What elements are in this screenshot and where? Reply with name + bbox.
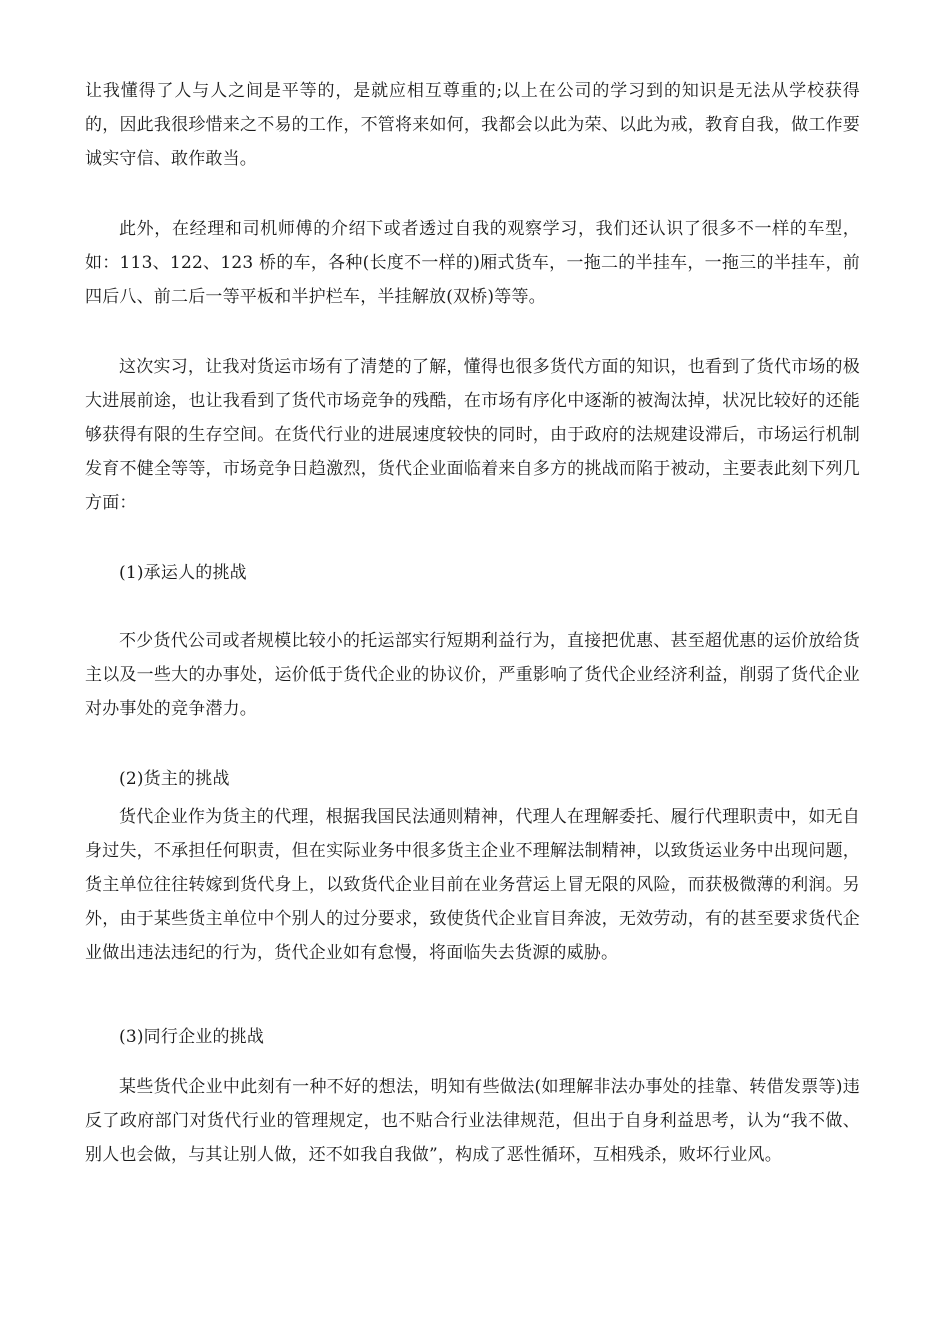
paragraph-shipper-challenge: 货代企业作为货主的代理，根据我国民法通则精神，代理人在理解委托、履行代理职责中，如无自身过失，不承担任何职责，但在实际业务中很多货主企业不理解法制精神，以致货运业务中出现问题，货主单位往往转嫁到货代身上，以致货代企业目前在业务营运上冒无限的风险，而获极微薄的利润。另外，由于某些货主单位中个别人的过分要求，致使货代企业盲目奔波，无效劳动，有的甚至要求货代企业做出违法违纪的行为，货代企业如有怠慢，将面临失去货源的威胁。 xyxy=(85,807,860,963)
paragraph-market-overview: 这次实习，让我对货运市场有了清楚的了解，懂得也很多货代方面的知识，也看到了货代市场的极大进展前途，也让我看到了货代市场竞争的残酷，在市场有序化中逐渐的被淘汰掉，状况比较好的还能够获得有限的生存空间。在货代行业的进展速度较快的同时，由于政府的法规建设滞后，市场运行机制发育不健全等等，市场竞争日趋激烈，货代企业面临着来自多方的挑战而陷于被动，主要表此刻下列几方面： xyxy=(85,357,860,513)
paragraph-peer-challenge: 某些货代企业中此刻有一种不好的想法，明知有些做法(如理解非法办事处的挂靠、转借发票等)违反了政府部门对货代行业的管理规定，也不贴合行业法律规范，但出于自身利益思考，认为“我不做、别人也会做，与其让别人做，还不如我自我做”，构成了恶性循环，互相残杀，败坏行业风。 xyxy=(85,1077,860,1165)
section-heading-peer: (3)同行企业的挑战 xyxy=(119,1027,265,1047)
paragraph-continuation: 让我懂得了人与人之间是平等的，是就应相互尊重的;以上在公司的学习到的知识是无法从学校获得的，因此我很珍惜来之不易的工作，不管将来如何，我都会以此为荣、以此为戒，教育自我，做工作要诚实守信、敢作敢当。 xyxy=(85,81,860,169)
section-heading-carrier: (1)承运人的挑战 xyxy=(119,563,247,583)
paragraph-vehicle-types: 此外，在经理和司机师傅的介绍下或者透过自我的观察学习，我们还认识了很多不一样的车型，如：113、122、123 桥的车，各种(长度不一样的)厢式货车，一拖二的半挂车，一拖三的半挂车，前四后八、前二后一等平板和半护栏车，半挂解放(双桥)等等。 xyxy=(85,219,860,307)
section-heading-shipper: (2)货主的挑战 xyxy=(119,769,230,789)
paragraph-carrier-challenge: 不少货代公司或者规模比较小的托运部实行短期利益行为，直接把优惠、甚至超优惠的运价放给货主以及一些大的办事处，运价低于货代企业的协议价，严重影响了货代企业经济利益，削弱了货代企业对办事处的竞争潜力。 xyxy=(85,631,860,719)
